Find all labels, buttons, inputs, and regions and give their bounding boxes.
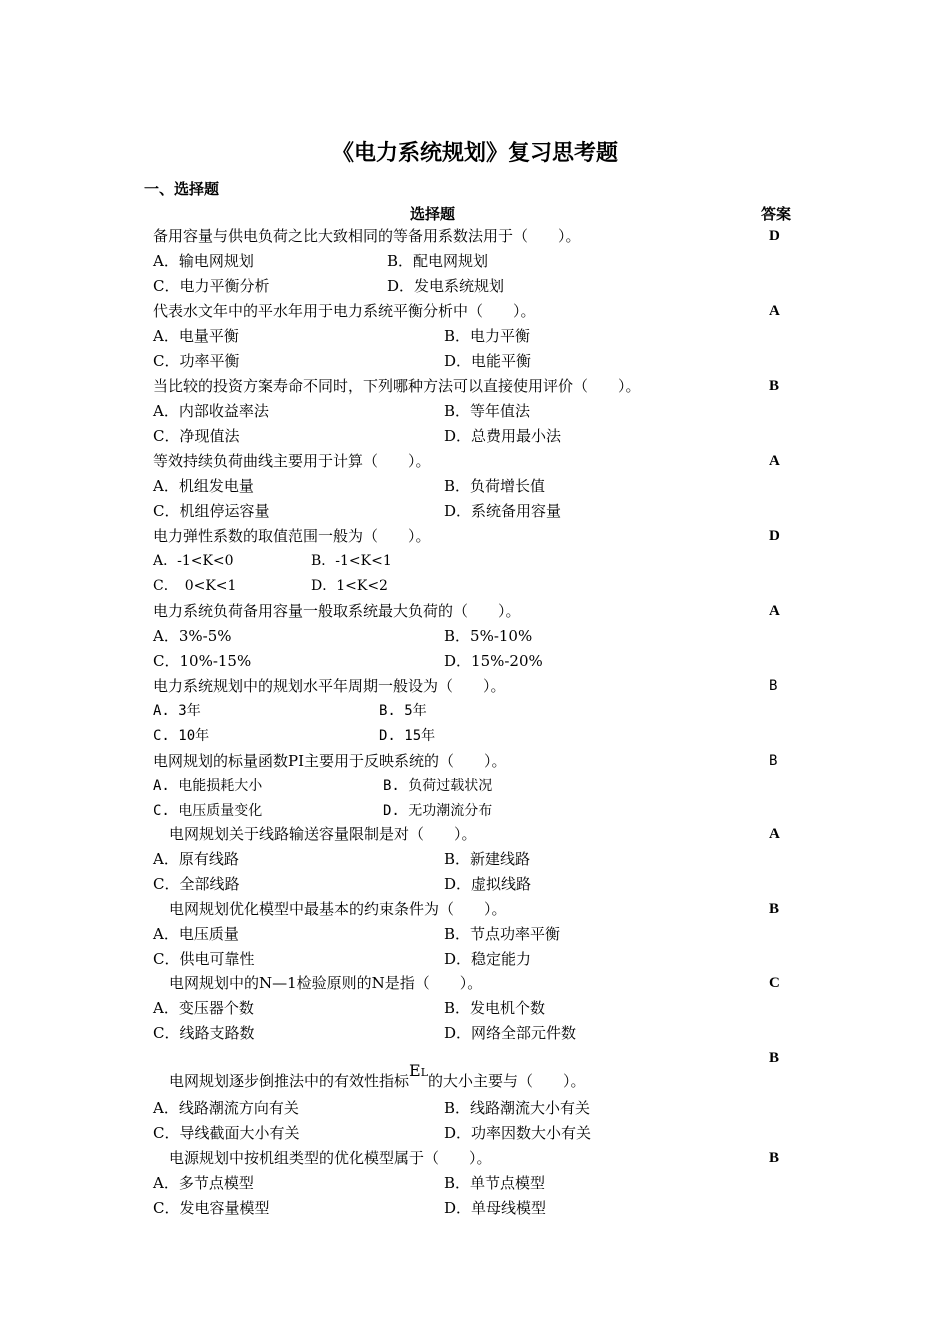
question-stem-pre: 电网规划逐步倒推法中的有效性指标	[169, 1072, 410, 1090]
question-stem: 电力系统规划中的规划水平年周期一般设为（ ）。	[153, 677, 506, 695]
question-stem-post: 的大小主要与（ ）。	[428, 1072, 586, 1090]
question-stem: 电网规划的标量函数PI主要用于反映系统的（ ）。	[153, 752, 507, 770]
question-block	[153, 449, 780, 524]
question-block	[153, 374, 780, 449]
option-c: C． 0<K<1	[153, 578, 237, 594]
answer-key: B	[769, 1150, 780, 1166]
option-b: B．负荷增长值	[444, 477, 546, 495]
option-a: A．-1<K<0	[153, 553, 234, 569]
question-stem: 电源规划中按机组类型的优化模型属于（ ）。	[169, 1149, 492, 1167]
question-block	[153, 1146, 780, 1221]
question-block	[153, 971, 780, 1046]
answer-key: B	[769, 901, 780, 917]
option-d: D．电能平衡	[444, 352, 532, 370]
column-header-question: 选择题	[410, 205, 456, 223]
option-c: C．10%-15%	[153, 652, 252, 670]
question-stem: 备用容量与供电负荷之比大致相同的等备用系数法用于（ ）。	[153, 227, 581, 245]
answer-key: A	[769, 603, 780, 619]
option-d: D．单母线模型	[444, 1199, 547, 1217]
option-b: B. 5年	[379, 703, 427, 719]
option-a: A．3%-5%	[153, 627, 232, 645]
option-d: D．功率因数大小有关	[444, 1124, 592, 1142]
option-c: C．全部线路	[153, 875, 240, 893]
question-block	[153, 897, 780, 972]
option-a: A．线路潮流方向有关	[153, 1099, 299, 1117]
option-b: B．线路潮流大小有关	[444, 1099, 591, 1117]
option-a: A．机组发电量	[153, 477, 254, 495]
option-b: B．节点功率平衡	[444, 925, 561, 943]
option-a: A．多节点模型	[153, 1174, 254, 1192]
option-b: B．配电网规划	[387, 252, 489, 270]
question-stem: 电网规划优化模型中最基本的约束条件为（ ）。	[169, 900, 507, 918]
option-d: D．15%-20%	[444, 652, 543, 670]
option-d: D．发电系统规划	[387, 277, 505, 295]
option-a: A．电压质量	[153, 925, 239, 943]
option-a: A. 电能损耗大小	[153, 778, 263, 794]
option-c: C. 电压质量变化	[153, 803, 263, 819]
answer-key: B	[769, 678, 778, 694]
question-stem: 电网规划关于线路输送容量限制是对（ ）。	[169, 825, 477, 843]
question-block	[153, 1046, 780, 1146]
answer-key: D	[769, 528, 780, 544]
option-c: C．线路支路数	[153, 1024, 255, 1042]
option-d: D．虚拟线路	[444, 875, 532, 893]
answer-key: B	[769, 378, 780, 394]
column-header-answer: 答案	[761, 205, 792, 223]
option-b: B. 负荷过载状况	[383, 778, 493, 794]
option-d: D. 15年	[379, 728, 436, 744]
option-d: D．稳定能力	[444, 950, 532, 968]
question-stem: 代表水文年中的平水年用于电力系统平衡分析中（ ）。	[153, 302, 536, 320]
answer-key: C	[769, 975, 780, 991]
answer-key: A	[769, 303, 780, 319]
option-a: A．原有线路	[153, 850, 239, 868]
option-c: C．供电可靠性	[153, 950, 255, 968]
question-stem: 电力系统负荷备用容量一般取系统最大负荷的（ ）。	[153, 602, 521, 620]
option-d: D. 无功潮流分布	[383, 803, 493, 819]
option-d: D．系统备用容量	[444, 502, 562, 520]
option-b: B．-1<K<1	[311, 553, 392, 569]
option-d: D．1<K<2	[311, 578, 388, 594]
option-b: B．发电机个数	[444, 999, 546, 1017]
option-c: C．机组停运容量	[153, 502, 270, 520]
option-b: B．新建线路	[444, 850, 531, 868]
question-block	[153, 299, 780, 374]
option-c: C．导线截面大小有关	[153, 1124, 300, 1142]
option-a: A．电量平衡	[153, 327, 239, 345]
option-c: C．功率平衡	[153, 352, 240, 370]
question-stem: 等效持续负荷曲线主要用于计算（ ）。	[153, 452, 431, 470]
option-c: C．净现值法	[153, 427, 240, 445]
question-stem: 电力弹性系数的取值范围一般为（ ）。	[153, 527, 431, 545]
answer-key: A	[769, 826, 780, 842]
question-stem: 电网规划中的N—1检验原则的N是指（ ）。	[169, 974, 483, 992]
option-d: D．总费用最小法	[444, 427, 562, 445]
question-block	[153, 749, 778, 824]
question-block	[153, 524, 780, 599]
question-block	[153, 599, 780, 674]
question-stem: 当比较的投资方案寿命不同时，下列哪种方法可以直接使用评价（ ）。	[153, 377, 641, 395]
option-b: B．等年值法	[444, 402, 531, 420]
option-a: A. 3年	[153, 703, 201, 719]
option-b: B．5%-10%	[444, 627, 533, 645]
question-block	[153, 822, 780, 897]
answer-key: B	[769, 753, 778, 769]
option-a: A．内部收益率法	[153, 402, 269, 420]
question-block	[153, 674, 778, 749]
option-a: A．输电网规划	[153, 252, 254, 270]
efficiency-symbol: EL	[409, 1061, 429, 1080]
answer-key: A	[769, 453, 780, 469]
option-c: C．电力平衡分析	[153, 277, 270, 295]
option-a: A．变压器个数	[153, 999, 254, 1017]
section-heading: 一、选择题	[144, 180, 220, 198]
option-d: D．网络全部元件数	[444, 1024, 577, 1042]
option-b: B．电力平衡	[444, 327, 531, 345]
answer-key: B	[769, 1050, 780, 1066]
page-title: 《电力系统规划》复习思考题	[331, 141, 618, 166]
option-c: C. 10年	[153, 728, 210, 744]
answer-key: D	[769, 228, 780, 244]
option-c: C．发电容量模型	[153, 1199, 270, 1217]
question-block	[153, 224, 780, 299]
option-b: B．单节点模型	[444, 1174, 546, 1192]
